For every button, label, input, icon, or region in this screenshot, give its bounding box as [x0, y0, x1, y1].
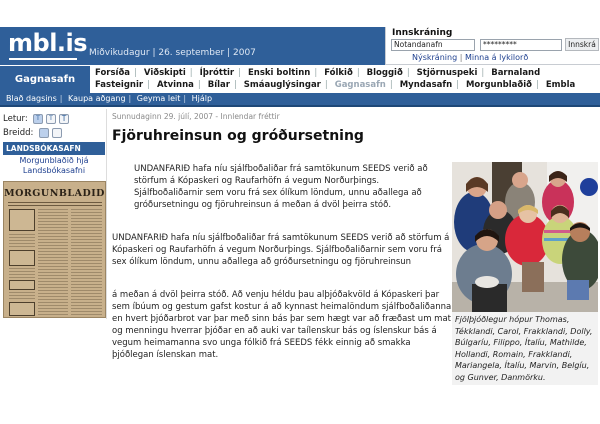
nav-link-atvinna[interactable]: Atvinna — [156, 80, 194, 90]
login-button[interactable]: Innskrá — [565, 38, 599, 51]
paper-column — [9, 292, 35, 300]
login-links — [412, 53, 528, 62]
subnav-kaupa-adgang[interactable]: Kaupa aðgang — [68, 94, 126, 103]
nav-link-embla[interactable]: Embla — [545, 80, 576, 90]
top-navigation — [90, 66, 600, 93]
wide-width-icon[interactable] — [52, 128, 62, 138]
group-photo[interactable] — [452, 162, 598, 312]
width-label: Breidd: — [3, 128, 34, 138]
nav-link-smaauglysingar[interactable]: Smáauglýsingar — [243, 80, 321, 90]
link-line-1: Morgunblaðið hjá — [19, 156, 89, 165]
photo-caption: Fjölþjóðlegur hópur Thomas, Tékklandi, Carol, Frakklandi, Dolly, Búlgaríu, Filippo, Ítalíu, Mathilde, Hollandi, Romain, Frakklandi, Mariangela, Ítalíu, Marvin, Belgíu, og Gunver, Danmörku. — [452, 312, 598, 385]
font-size-label: Letur: — [3, 114, 28, 124]
font-large-button[interactable]: T — [59, 114, 69, 124]
narrow-width-icon[interactable] — [39, 128, 49, 138]
paper-box — [9, 302, 35, 316]
landsbokasafn-heading: LANDSBÓKASAFN — [3, 142, 105, 155]
sub-navigation: Blað dagsins | Kaupa aðgang | Geyma leit | Hjálp — [0, 93, 600, 107]
paper-column — [9, 234, 35, 248]
paper-column — [71, 209, 102, 315]
article-body-paragraph-2: á meðan á dvöl þeirra stóð. Að venju héldu þau alþjóðakvöld á Kópaskeri þar sem íbúum og gestum gafst kostur á að kynnast heimalöndum sjálfboðaliðanna en hvert þjóðarbrot var þar með sinn bás þar sem hægt var að fræðast um mat og menningu hverrar þjóðar en að auki var taílenskur bás og íslenskur bás á vegum heimamanna svo unga fólkið frá SEEDS fékk einnig að smakka þjóðlegan íslenskan mat. — [112, 290, 452, 360]
nav-link-bloggid[interactable]: Bloggið — [366, 68, 403, 78]
login-title: Innskráning — [392, 28, 453, 38]
nav-row-2: Fasteignir | Atvinna | Bílar | Smáauglýsingar | Gagnasafn | Myndasafn | Morgunblaðið | Embla — [95, 80, 576, 90]
paper-rule — [8, 205, 102, 206]
nav-link-forsida[interactable]: Forsíða — [95, 68, 131, 78]
mbl-logo[interactable]: mbl.is — [8, 29, 88, 57]
nav-link-ithrottir[interactable]: Íþróttir — [199, 68, 235, 78]
nav-link-gagnasafn-current[interactable]: Gagnasafn — [334, 80, 386, 90]
sidebar — [0, 109, 107, 319]
article-body-paragraph-1: UNDANFARIÐ hafa níu sjálfboðaliðar frá samtökunum SEEDS verið að störfum á Kópaskeri og Raufarhöfn á vegum Norðurþings. Sjálfboðaliðarnir sem voru frá sex ólíkum löndum, unnu aðallega að gróðursetningu og fjöruhreinsun — [112, 233, 450, 267]
nav-link-enski-boltinn[interactable]: Enski boltinn — [247, 68, 311, 78]
forgot-password-link[interactable]: Minna á lykilorð — [464, 53, 529, 62]
nav-link-vidskipti[interactable]: Viðskipti — [143, 68, 186, 78]
paper-column — [38, 209, 68, 315]
subnav-geyma-leit[interactable]: Geyma leit — [136, 94, 181, 103]
nav-link-myndasafn[interactable]: Myndasafn — [399, 80, 453, 90]
font-medium-button[interactable]: T — [46, 114, 56, 124]
landsbokasafn-link[interactable] — [3, 156, 105, 176]
paper-box — [9, 250, 35, 266]
nav-link-stjornuspeki[interactable]: Stjörnuspeki — [416, 68, 478, 78]
paper-column — [9, 268, 35, 278]
logo-underline — [9, 58, 77, 60]
paper-box — [9, 280, 35, 290]
site-header — [0, 27, 385, 65]
photo-illustration — [452, 162, 598, 312]
nav-link-fasteignir[interactable]: Fasteignir — [95, 80, 144, 90]
subnav-blad-dagsins[interactable]: Blað dagsins — [6, 94, 57, 103]
password-input[interactable]: ********* — [480, 39, 562, 51]
article-title: Fjöruhreinsun og gróðursetning — [112, 128, 364, 144]
paper-rule — [8, 202, 102, 203]
subnav-hjalp[interactable]: Hjálp — [191, 94, 213, 103]
article-meta: Sunnudaginn 29. júlí, 2007 - Innlendar fréttir — [112, 112, 280, 121]
nav-link-bilar[interactable]: Bílar — [207, 80, 230, 90]
register-link[interactable]: Nýskráning — [412, 53, 458, 62]
nav-link-barnaland[interactable]: Barnaland — [491, 68, 541, 78]
nav-link-morgunbladid[interactable]: Morgunblaðið — [465, 80, 532, 90]
font-small-button[interactable]: T — [33, 114, 43, 124]
tab-gagnasafn[interactable]: Gagnasafn — [0, 66, 90, 93]
link-line-2: Landsbókasafni — [22, 166, 86, 175]
newspaper-masthead: MORGUNBLADID — [4, 188, 105, 199]
nav-row-1: Forsíða | Viðskipti | Íþróttir | Enski boltinn | Fólkið | Bloggið | Stjörnuspeki | Barnaland — [95, 68, 541, 78]
login-panel — [385, 27, 600, 65]
nav-link-folkid[interactable]: Fólkið — [324, 68, 353, 78]
newspaper-thumbnail[interactable] — [3, 181, 106, 318]
username-input[interactable]: Notandanafn — [391, 39, 475, 51]
article-lead: UNDANFARIÐ hafa níu sjálfboðaliðar frá samtökunum SEEDS verið að störfum á Kópaskeri og Raufarhöfn á vegum Norðurþings. Sjálfboðaliðarnir sem voru frá sex ólíkum löndum, unnu aðallega að gróðursetningu og fjöruhreinsun á meðan á dvöl þeirra stóð. — [134, 164, 428, 210]
separator: | — [459, 53, 463, 62]
paper-box — [9, 209, 35, 231]
date-line: Miðvikudagur | 26. september | 2007 — [89, 48, 256, 58]
